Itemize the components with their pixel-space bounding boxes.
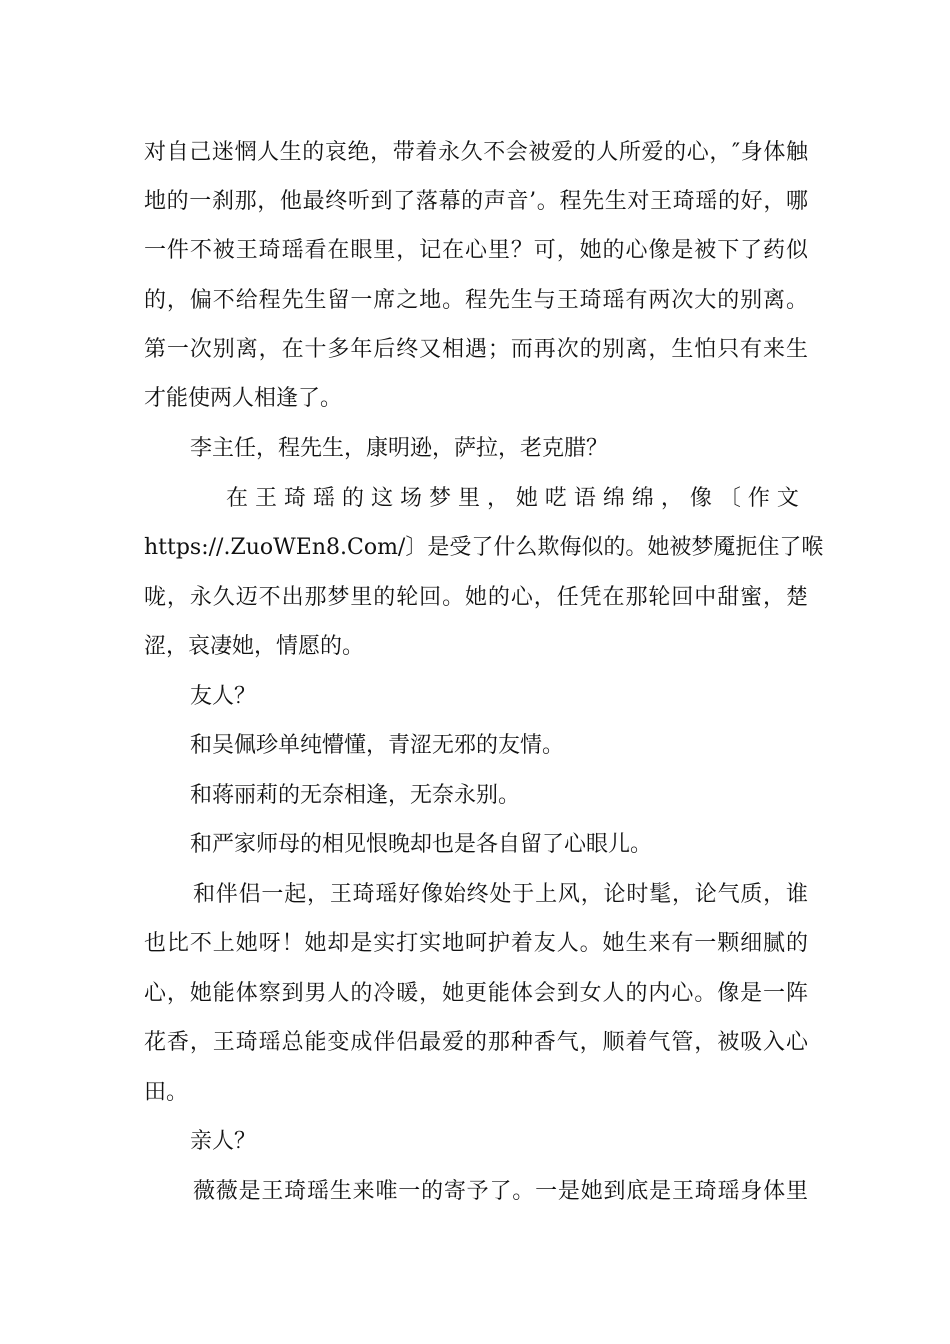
text-line: 才能使两人相逢了。: [144, 386, 343, 411]
text-line: 心，她能体察到男人的冷暖，她更能体会到女人的内心。像是一阵: [144, 981, 808, 1006]
text-line: 的，偏不给程先生留一席之地。程先生与王琦瑶有两次大的别离。: [144, 288, 808, 313]
text-line: 涩，哀凄她，情愿的。: [144, 634, 365, 659]
text-line: 第一次别离，在十多年后终又相遇；而再次的别离，生怕只有来生: [144, 337, 808, 362]
text-line: 对自己迷惘人生的哀绝，带着永久不会被爱的人所爱的心，″身体触: [144, 140, 808, 165]
text-line: 和严家师母的相见恨晚却也是各自留了心眼儿。: [190, 832, 653, 857]
text-line: 亲人？: [190, 1129, 257, 1154]
text-line: 咙，永久迈不出那梦里的轮回。她的心，任凭在那轮回中甜蜜，楚: [144, 585, 808, 610]
text-line: https://.ZuoWEn8.Com/〕是受了什么欺侮似的。她被梦魇扼住了喉: [144, 535, 824, 560]
text-line: 友人？: [190, 684, 257, 709]
text-line: 一件不被王琦瑶看在眼里，记在心里？可，她的心像是被下了药似: [144, 238, 808, 263]
text-line: 在 王 琦 瑶 的 这 场 梦 里 ， 她 呓 语 绵 绵 ， 像 〔 作 文: [226, 486, 799, 511]
text-line: 和吴佩珍单纯懵懂，青涩无邪的友情。: [190, 733, 565, 758]
text-line: 李主任，程先生，康明逊，萨拉，老克腊？: [190, 436, 609, 461]
text-line: 花香，王琦瑶总能变成伴侣最爱的那种香气，顺着气管，被吸入心: [144, 1030, 808, 1055]
text-line: 和伴侣一起，王琦瑶好像始终处于上风，论时髦，论气质，谁: [193, 882, 808, 907]
text-line: 薇薇是王琦瑶生来唯一的寄予了。一是她到底是王琦瑶身体里: [193, 1179, 808, 1204]
text-line: 也比不上她呀！她却是实打实地呵护着友人。她生来有一颗细腻的: [144, 931, 808, 956]
text-line: 田。: [144, 1080, 189, 1105]
text-line: 地的一刹那，他最终听到了落幕的声音’。程先生对王琦瑶的好，哪: [144, 189, 808, 214]
text-line: 和蒋丽莉的无奈相逢，无奈永别。: [190, 783, 521, 808]
